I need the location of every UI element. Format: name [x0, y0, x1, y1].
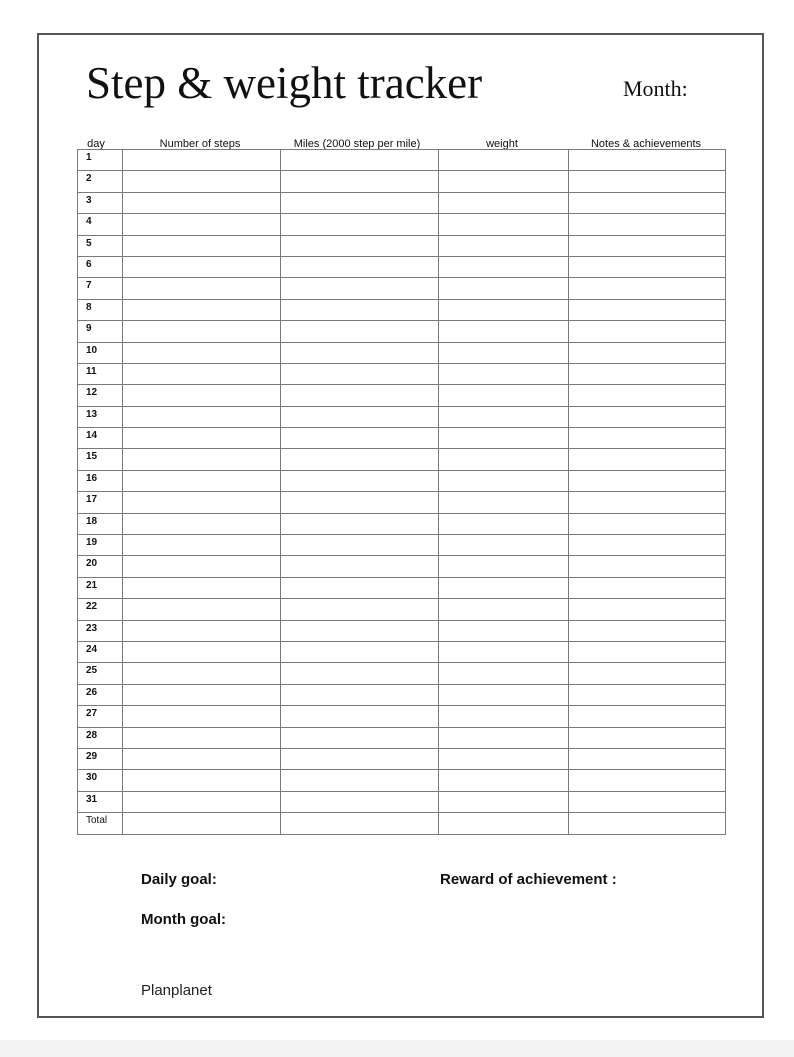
weight-cell[interactable] [439, 770, 569, 791]
table-row [78, 342, 726, 363]
weight-cell[interactable] [439, 321, 569, 342]
table-row [78, 770, 726, 791]
miles-cell[interactable] [281, 449, 439, 470]
table-row [78, 641, 726, 662]
day-cell: 8 [78, 299, 123, 320]
steps-cell[interactable] [123, 535, 281, 556]
weight-cell[interactable] [439, 214, 569, 235]
page-bottom-strip [0, 1040, 794, 1057]
weight-cell[interactable] [439, 363, 569, 384]
day-cell: 17 [78, 492, 123, 513]
table-row [78, 577, 726, 598]
steps-cell[interactable] [123, 727, 281, 748]
day-cell: 23 [78, 620, 123, 641]
weight-cell[interactable] [439, 556, 569, 577]
steps-cell[interactable] [123, 214, 281, 235]
notes-cell[interactable] [569, 321, 726, 342]
day-cell: 24 [78, 641, 123, 662]
steps-cell[interactable] [123, 342, 281, 363]
day-cell: 31 [78, 791, 123, 812]
day-cell: 20 [78, 556, 123, 577]
miles-cell[interactable] [281, 406, 439, 427]
day-cell: 25 [78, 663, 123, 684]
weight-cell[interactable] [439, 449, 569, 470]
notes-cell[interactable] [569, 770, 726, 791]
column-header-notes: Notes & achievements [590, 138, 702, 150]
weight-cell[interactable] [439, 663, 569, 684]
notes-cell[interactable] [569, 748, 726, 769]
table-row [78, 214, 726, 235]
weight-cell[interactable] [439, 706, 569, 727]
column-header-weight: weight [486, 138, 518, 150]
miles-cell[interactable] [281, 342, 439, 363]
weight-cell[interactable] [439, 492, 569, 513]
day-cell: 10 [78, 342, 123, 363]
notes-cell[interactable] [569, 278, 726, 299]
steps-cell[interactable] [123, 385, 281, 406]
day-cell: 27 [78, 706, 123, 727]
notes-cell[interactable] [569, 791, 726, 812]
weight-cell[interactable] [439, 748, 569, 769]
notes-cell[interactable] [569, 256, 726, 277]
tracker-table [77, 149, 726, 835]
brand-name: Planplanet [141, 982, 212, 999]
daily-goal-label: Daily goal: [141, 871, 217, 888]
steps-cell[interactable] [123, 171, 281, 192]
page-title: Step & weight tracker [86, 58, 483, 108]
steps-cell[interactable] [123, 150, 281, 171]
weight-cell[interactable] [439, 235, 569, 256]
steps-cell[interactable] [123, 492, 281, 513]
steps-cell[interactable] [123, 620, 281, 641]
day-cell: 9 [78, 321, 123, 342]
notes-cell[interactable] [569, 556, 726, 577]
day-cell: 30 [78, 770, 123, 791]
notes-cell[interactable] [569, 470, 726, 491]
day-cell: 12 [78, 385, 123, 406]
notes-cell[interactable] [569, 449, 726, 470]
month-goal-label: Month goal: [141, 911, 226, 928]
notes-cell[interactable] [569, 171, 726, 192]
miles-cell[interactable] [281, 171, 439, 192]
table-row [78, 813, 726, 834]
miles-cell[interactable] [281, 599, 439, 620]
weight-cell[interactable] [439, 342, 569, 363]
day-cell: 16 [78, 470, 123, 491]
miles-cell[interactable] [281, 492, 439, 513]
weight-cell[interactable] [439, 428, 569, 449]
miles-cell[interactable] [281, 214, 439, 235]
table-row [78, 171, 726, 192]
miles-cell[interactable] [281, 385, 439, 406]
notes-cell[interactable] [569, 813, 726, 834]
table-row [78, 449, 726, 470]
miles-cell[interactable] [281, 791, 439, 812]
weight-cell[interactable] [439, 684, 569, 705]
steps-cell[interactable] [123, 663, 281, 684]
reward-label: Reward of achievement : [440, 871, 617, 888]
weight-cell[interactable] [439, 256, 569, 277]
weight-cell[interactable] [439, 513, 569, 534]
miles-cell[interactable] [281, 299, 439, 320]
miles-cell[interactable] [281, 278, 439, 299]
notes-cell[interactable] [569, 513, 726, 534]
day-cell: 6 [78, 256, 123, 277]
table-row [78, 150, 726, 171]
steps-cell[interactable] [123, 278, 281, 299]
notes-cell[interactable] [569, 150, 726, 171]
column-header-steps: Number of steps [159, 138, 241, 150]
table-row [78, 235, 726, 256]
notes-cell[interactable] [569, 385, 726, 406]
table-row [78, 556, 726, 577]
day-cell: 11 [78, 363, 123, 384]
table-row [78, 535, 726, 556]
miles-cell[interactable] [281, 470, 439, 491]
table-row [78, 363, 726, 384]
miles-cell[interactable] [281, 706, 439, 727]
miles-cell[interactable] [281, 556, 439, 577]
miles-cell[interactable] [281, 363, 439, 384]
day-cell: 29 [78, 748, 123, 769]
day-cell: 26 [78, 684, 123, 705]
table-row [78, 428, 726, 449]
steps-cell[interactable] [123, 641, 281, 662]
day-cell: 5 [78, 235, 123, 256]
day-cell: 22 [78, 599, 123, 620]
table-row [78, 599, 726, 620]
notes-cell[interactable] [569, 299, 726, 320]
miles-cell[interactable] [281, 620, 439, 641]
weight-cell[interactable] [439, 791, 569, 812]
steps-cell[interactable] [123, 428, 281, 449]
table-row [78, 385, 726, 406]
notes-cell[interactable] [569, 214, 726, 235]
miles-cell[interactable] [281, 513, 439, 534]
table-row [78, 492, 726, 513]
steps-cell[interactable] [123, 192, 281, 213]
weight-cell[interactable] [439, 727, 569, 748]
steps-cell[interactable] [123, 470, 281, 491]
weight-cell[interactable] [439, 535, 569, 556]
notes-cell[interactable] [569, 684, 726, 705]
steps-cell[interactable] [123, 599, 281, 620]
steps-cell[interactable] [123, 299, 281, 320]
day-cell: 21 [78, 577, 123, 598]
miles-cell[interactable] [281, 428, 439, 449]
day-cell: 28 [78, 727, 123, 748]
table-row [78, 748, 726, 769]
miles-cell[interactable] [281, 770, 439, 791]
notes-cell[interactable] [569, 641, 726, 662]
day-cell: 14 [78, 428, 123, 449]
notes-cell[interactable] [569, 492, 726, 513]
table-row [78, 684, 726, 705]
table-row [78, 620, 726, 641]
miles-cell[interactable] [281, 150, 439, 171]
miles-cell[interactable] [281, 727, 439, 748]
miles-cell[interactable] [281, 535, 439, 556]
miles-cell[interactable] [281, 577, 439, 598]
steps-cell[interactable] [123, 577, 281, 598]
steps-cell[interactable] [123, 706, 281, 727]
day-cell: 3 [78, 192, 123, 213]
weight-cell[interactable] [439, 406, 569, 427]
miles-cell[interactable] [281, 192, 439, 213]
notes-cell[interactable] [569, 577, 726, 598]
day-cell: 13 [78, 406, 123, 427]
steps-cell[interactable] [123, 748, 281, 769]
steps-cell[interactable] [123, 513, 281, 534]
table-row [78, 470, 726, 491]
day-cell: 18 [78, 513, 123, 534]
day-cell: 19 [78, 535, 123, 556]
notes-cell[interactable] [569, 235, 726, 256]
notes-cell[interactable] [569, 363, 726, 384]
steps-cell[interactable] [123, 813, 281, 834]
miles-cell[interactable] [281, 256, 439, 277]
notes-cell[interactable] [569, 663, 726, 684]
steps-cell[interactable] [123, 556, 281, 577]
table-row [78, 256, 726, 277]
table-row [78, 727, 726, 748]
notes-cell[interactable] [569, 406, 726, 427]
notes-cell[interactable] [569, 192, 726, 213]
weight-cell[interactable] [439, 813, 569, 834]
weight-cell[interactable] [439, 620, 569, 641]
weight-cell[interactable] [439, 641, 569, 662]
weight-cell[interactable] [439, 470, 569, 491]
steps-cell[interactable] [123, 449, 281, 470]
steps-cell[interactable] [123, 256, 281, 277]
day-cell: Total [78, 813, 123, 834]
column-header-day: day [87, 138, 105, 150]
miles-cell[interactable] [281, 663, 439, 684]
table-row [78, 513, 726, 534]
steps-cell[interactable] [123, 363, 281, 384]
day-cell: 1 [78, 150, 123, 171]
table-row [78, 406, 726, 427]
notes-cell[interactable] [569, 620, 726, 641]
weight-cell[interactable] [439, 577, 569, 598]
notes-cell[interactable] [569, 727, 726, 748]
weight-cell[interactable] [439, 150, 569, 171]
notes-cell[interactable] [569, 599, 726, 620]
notes-cell[interactable] [569, 428, 726, 449]
miles-cell[interactable] [281, 748, 439, 769]
table-row [78, 278, 726, 299]
miles-cell[interactable] [281, 684, 439, 705]
table-row [78, 663, 726, 684]
table-row [78, 299, 726, 320]
day-cell: 2 [78, 171, 123, 192]
steps-cell[interactable] [123, 684, 281, 705]
steps-cell[interactable] [123, 770, 281, 791]
table-row [78, 321, 726, 342]
miles-cell[interactable] [281, 235, 439, 256]
table-row [78, 706, 726, 727]
notes-cell[interactable] [569, 535, 726, 556]
miles-cell[interactable] [281, 641, 439, 662]
notes-cell[interactable] [569, 342, 726, 363]
weight-cell[interactable] [439, 385, 569, 406]
table-row [78, 192, 726, 213]
steps-cell[interactable] [123, 321, 281, 342]
column-header-miles: Miles (2000 step per mile) [293, 138, 421, 150]
weight-cell[interactable] [439, 192, 569, 213]
tracker-sheet [37, 33, 764, 1018]
notes-cell[interactable] [569, 706, 726, 727]
weight-cell[interactable] [439, 171, 569, 192]
day-cell: 15 [78, 449, 123, 470]
table-row [78, 791, 726, 812]
day-cell: 4 [78, 214, 123, 235]
weight-cell[interactable] [439, 299, 569, 320]
steps-cell[interactable] [123, 406, 281, 427]
miles-cell[interactable] [281, 321, 439, 342]
steps-cell[interactable] [123, 791, 281, 812]
weight-cell[interactable] [439, 278, 569, 299]
steps-cell[interactable] [123, 235, 281, 256]
month-label: Month: [623, 76, 688, 101]
miles-cell[interactable] [281, 813, 439, 834]
weight-cell[interactable] [439, 599, 569, 620]
day-cell: 7 [78, 278, 123, 299]
